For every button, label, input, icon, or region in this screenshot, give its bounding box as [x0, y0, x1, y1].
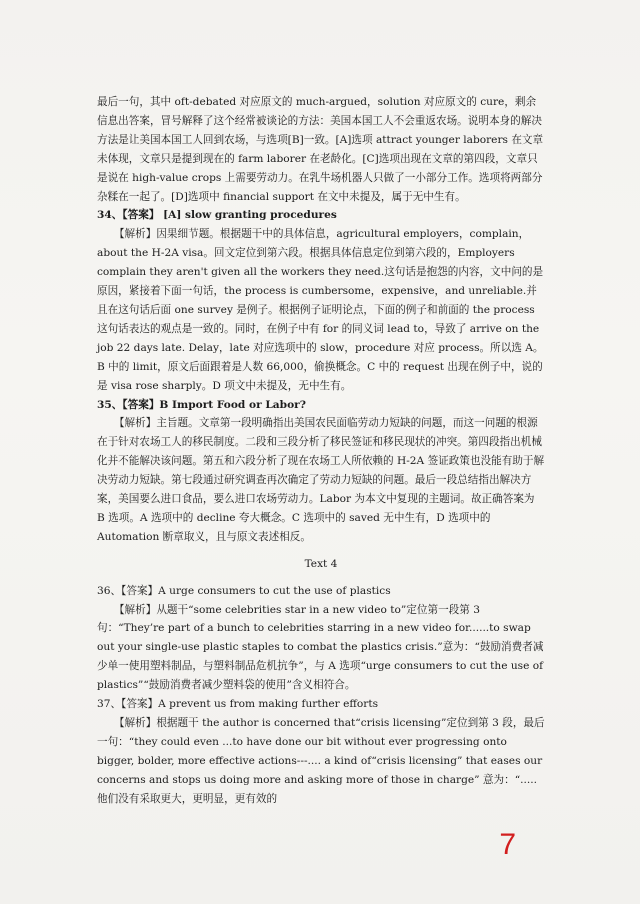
q36-answer-heading: 36、【答案】A urge consumers to cut the use of plastics [97, 584, 391, 597]
q36-explanation: 【解析】从题干“some celebrities star in a new video to”定位第一段第 3 句：“They’re part of a bunch to celebrities starring in a new video for......to swap out your single-use plastic staples to combat the plastics crisis.”意为：“鼓励消费者减少单一使用塑料制品，与塑料制品危机抗争”，与 A 选项“urge consumers to cut the use of plastics”“鼓励消费者减少塑料袋的使用”含义相符合。 [97, 603, 544, 692]
page-number: 7 [499, 828, 516, 861]
q34-explanation: 【解析】因果细节题。根据题干中的具体信息，agricultural employers，complain，about the H-2A visa。回文定位到第六段。根据具体信息定位到第六段的，Employers complain they aren't given all the workers they need.这句话是抱怨的内容，文中问的是原因，紧接着下面一句话，the process is cumbersome，expensive，and unreliable.并且在这句话后面 one survey 是例子。根据例子证明论点，下面的例子和前面的 the process 这句话表达的观点是一致的。同时，在例子中有 for 的同义词 lead to，导致了 arrive on the job 22 days late. Delay，late 对应选项中的 slow，procedure 对应 process。所以选 A。 B 中的 limit，原文后面跟着是人数 66,000，偷换概念。C 中的 request 出现在例子中，说的是 visa rose sharply。D 项文中未提及，无中生有。 [97, 228, 544, 392]
q35-answer-heading: 35、【答案】B Import Food or Labor? [97, 398, 306, 411]
q37-explanation: 【解析】根据题干 the author is concerned that“crisis licensing”定位到第 3 段，最后一句：“they could even ...to have done our bit without ever progressing onto bigger, bolder, more effective actions---.... a kind of“crisis licensing” that eases our concerns and stops us doing more and asking more of those in charge” 意为：“.....他们没有采取更大，更明显，更有效的 [97, 717, 545, 805]
section-title: Text 4 [304, 557, 338, 570]
q33-continuation: 最后一句，其中 oft-debated 对应原文的 much-argued，solution 对应原文的 cure，剩余信息出答案，冒号解释了这个经常被谈论的方法：美国本国工人不会重返农场。说明本身的解决方法是让美国本国工人回到农场，与选项[B]一致。[A]选项 attract younger laborers 在文章未体现，文章只是提到现在的 farm laborer 在老龄化。[C]选项出现在文章的第四段，文章只是说在 high-value crops 上需要劳动力。在乳牛场机器人只做了一小部分工作。选项将两部分杂糅在一起了。[D]选项中 financial support 在文中未提及，属于无中生有。 [97, 96, 544, 203]
q37-answer-heading: 37、【答案】A prevent us from making further efforts [97, 698, 379, 711]
q35-explanation: 【解析】主旨题。文章第一段明确指出美国农民面临劳动力短缺的问题，而这一问题的根源在于针对农场工人的移民制度。二段和三段分析了移民签证和移民现状的冲突。第四段指出机械化并不能解决该问题。第五和六段分析了现在农场工人所依赖的 H-2A 签证政策也没能有助于解决劳动力短缺。第七段通过研究调查再次确定了劳动力短缺的问题。最后一段总结指出解决方案，美国要么进口食品，要么进口农场劳动力。Labor 为本文中复现的主题词。故正确答案为 B 选项。A 选项中的 decline 夸大概念。C 选项中的 saved 无中生有，D 选项中的 Automation 断章取义，且与原文表述相反。 [97, 417, 545, 543]
q34-answer-heading: 34、【答案】 [A] slow granting procedures [97, 209, 337, 222]
page-content [97, 93, 545, 809]
